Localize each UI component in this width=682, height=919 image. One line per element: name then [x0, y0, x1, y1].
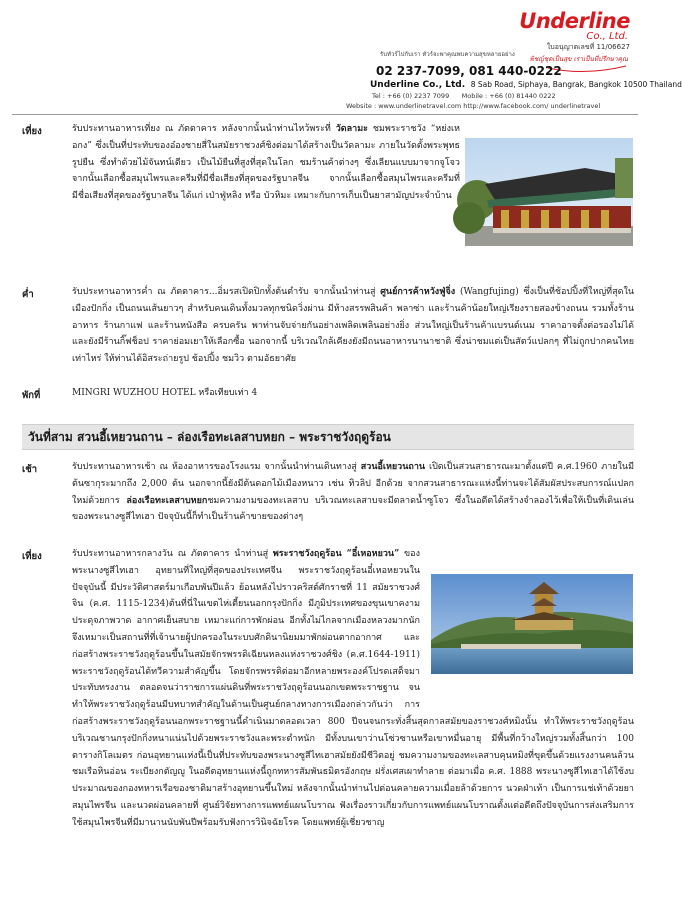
meal-label-lunch-day3: เที่ยง: [22, 551, 42, 562]
company-address-line: [370, 80, 682, 90]
header-divider: [12, 114, 638, 115]
day3-title: วันที่สาม สวนอี้เหยวนถาน – ล่องเรือทะเลสาบหยก – พระราชวังฤดูร้อน: [28, 430, 391, 444]
photo-text-wrap-spacer: [426, 570, 634, 706]
company-address: 8 Sab Road, Siphaya, Bangrak, Bangkok 10500 Thailand: [470, 80, 682, 89]
wangfujing-name: ศูนย์การค้าหวังฟู่จิ่ง: [380, 287, 456, 297]
meal-label-lunch: เที่ยง: [22, 126, 42, 137]
jade-lake-cruise-name: ล่องเรือทะเลสาบหยก: [126, 495, 208, 506]
meal-label-breakfast: เช้า: [22, 464, 38, 475]
stay-label: พักที่: [22, 390, 41, 401]
contact-line: [372, 92, 556, 100]
day3-breakfast-description: รับประทานอาหารเช้า ณ ห้องอาหารของโรงแรม จากนั้นนำท่านเดินทางสู่ สวนอี้เหยวนถาน เปิดเป็นสวนสาธารณะมาตั้งแต่ปี ค.ศ.1960 ภายในมีต้นซากุระมากถึง 2,000 ต้น นอกจากนี้ยังมีต้นดอกไม้เมืองหนาว เช่น ทิวลิป อีกด้วย จากสวนสาธารณะแห่งนี้ท่านจะได้สัมผัสประสบการณ์แปลกใหม่ด้วยการ ล่องเรือทะเลสาบหยกชมความงามของทะเลสาบ บริเวณทะเลสาบจะมีตลาดน้ำซูโจว ซึ่งในอดีตได้สร้างจำลองไว้เพื่อให้เป็นที่เดินเล่นของพระนางซูสีไทเฮา ปัจจุบันนี้ก็ทำเป็นร้านค้าขายของต่างๆ: [72, 462, 635, 523]
logo-wordmark: Underline: [519, 9, 630, 33]
day3-lunch-description: รับประทานอาหารกลางวัน ณ ภัตตาคาร นำท่านสู่ พระราชวังฤดูร้อน “อี๋เหอหยวน” ของพระนางซูสีไทเฮา อุทยานที่ใหญ่ที่สุดของประเทศจีน พระราชวังฤดูร้อนอี๋เหอหยวนในปัจจุบันนี้ มีประวัติศาสตร์มาเกือบพันปีแล้ว ย้อนหลังไปราวคริสต์ศักราชที่ 11 สมัยราชวงศ์จิน (ค.ศ. 1115-1234)ต้นที่นี่ในเขตไห่เตี้ยนนอกกรุงปักกิ่ง มีภูมิประเทศของขุนเขาคงาม ประดุจภาพวาด อากาศเย็นสบาย เหมาะแก่การพักผ่อน อีกทั้งไม่ไกลจากเมืองหลวงมากนัก จึงเหมาะเป็นสถานที่ที่เจ้านายผู้ปกครองในระบบศักดินานิยมมาพักผ่อนตากอากาศ และก่อสร้างพระราชวังฤดูร้อนขึ้นในสมัยจักรพรรดิเฉียนหลงแห่งราชวงศ์ชิง (ค.ศ.1644-1911) พระราชวังฤดูร้อนได้ทวีความสำคัญขึ้น โดยจักรพรรดิต่อมาอีกหลายพระองค์โปรดเสด็จมาประทับทรงงาน ตลอดจนว่าราชการแผ่นดินที่พระราชวังฤดูร้อนนอกเขตพระราชฐาน จนทำให้พระราชวังฤดูร้อนมีบทบาทสำคัญในด้านเป็นศูนย์กลางทางการเมืองกล่าวกันว่า การก่อสร้างพระราชวังฤดูร้อนนอกพระราชฐานนี้ดำเนินมาตลอดเวลา 800 ปีจนจนกระทั่งสิ้นสุดกาลสมัยของราชวงศ์หมิงนั้น ทำให้พระราชวังฤดูร้อนบริเวณชานกรุงปักกิ่งหนาแน่นไปด้วยพระราชวังและพระตำหนัก มีทั้งบนเขาว่านโซ่วซานหรือเขาหมื่นอายุ มีพื้นที่กว้างใหญ่รวมทั้งสิ้นกว่า 100 ตารางกิโลเมตร ก่อนอุทยานแห่งนี้เป็นที่ประทับของพระนางซูสีไทเฮาสมัยยังมีชีวิตอยู่ ชมความงามของทะเลสาบคุนหมิงที่ขุดขึ้นด้วยแรงงานคนล้วน ชมเรือหินอ่อน ระเบียงกตัญญู ในอดีตอุทยานแห่งนี้ถูกทหารสัมพันธมิตรอังกฤษ ฝรั่งเศสเผาทำลาย ต่อมาเมื่อ ค.ศ. 1888 พระนางซูสีไทเฮาได้ใช้งบประมาณของกองทหารเรือของชาติมาสร้างอุทยานขึ้นใหม่ หลังจากนั้นนำท่านไปต่อนคลายความเมื่อยล้าด้วยการ นวดฝ่าเท้า เป็นการแช่เท้าด้วยยาสมุนไพรจีน และนวดผ่อนคลายที่ ศูนย์วิจัยทางการแพทย์แผนโบราณ ฟังเรื่องราวเกี่ยวกับการแพทย์แผนโบราณตั้งแต่อดีตถึงปัจจุบันการส่งเสริมการใช้สมุนไพรจีนที่มีมานานนับพันปีพร้อมรับฟังการวินิจฉัยโรค โดยแพทย์ผู้เชี่ยวชาญ: [72, 549, 634, 828]
tagline-text: พิชญ์ชุดเป็นสุข เราเป็นที่ปรึกษาคุณ: [529, 55, 628, 63]
slogan-text: รับทัวร์ไปกับเรา ทัวร์จะพาคุณพบความสุขหลายอย่าง: [380, 51, 515, 58]
yuyuantan-park-name: สวนอี้เหยวนถาน: [360, 462, 426, 472]
company-name: Underline Co., Ltd.: [370, 80, 466, 90]
website-line[interactable]: Website : www.underlinetravel.com http://www.facebook.com/ underlinetravel: [346, 102, 601, 110]
lama-temple-name: วัดลามะ: [335, 124, 368, 134]
lama-temple-photo: [465, 138, 633, 246]
summer-palace-name: พระราชวังฤดูร้อน “อี๋เหอหยวน”: [272, 549, 400, 559]
phone-numbers: 02 237-7099, 081 440-0222: [376, 64, 562, 78]
day2-dinner-description: รับประทานอาหารค่ำ ณ ภัตตาคาร...อิ่มรสเปิดปิกทั้งต้นตำรับ จากนั้นนำท่านสู่ ศูนย์การค้าหวังฟู่จิ่ง (Wangfujing) ซึ่งเป็นที่ช้อปปิ้งที่ใหญ่ที่สุดในเมืองปักกิ่ง เป็นถนนเส้นยาวๆ สำหรับคนเดินทั้งมวลทุกชนิดวิ่งผ่าน มีห้างสรรพสินค้า พลาซ่า และร้านค้าน้อยใหญ่เรียงรายสองข้างถนน รวมทั้งร้านอาหาร ร้านกาแฟ และร้านหนังสือ ครบครัน พาท่านจับจ่ายกันอย่างเพลิดเพลินอย่างยิ่ง ส่วนใหญ่เป็นร้านค้าแบรนด์เนม ราคาอาจตั้งต่อรองไม่ได้ และยังมีร้านกิ๊ฟช็อป ราคาย่อมเยาให้เลือกซื้อ นอกจากนี้ บริเวณใกล้เคียงยังมีถนนอาหารนานาชาติ ซึ่งน่าชมแต่เป็นสัตว์แปลกๆ ที่ไม่ถูกปากคนไทยเท่าไหร่ ให้ท่านได้อิสระถ่ายรูป ช้อปปิ้ง ชมวิว ตามอัธยาศัย: [72, 287, 634, 365]
day3-heading-bar: [22, 424, 634, 450]
meal-label-dinner: ค่ำ: [22, 289, 34, 300]
mobile-number: Mobile : +66 (0) 81440 0222: [461, 92, 556, 100]
tel-number: Tel : +66 (0) 2237 7099: [372, 92, 450, 100]
hotel-name: MINGRI WUZHOU HOTEL หรือเทียบเท่า 4: [72, 388, 258, 398]
logo-subtitle: Co., Ltd.: [586, 31, 628, 42]
license-number: ใบอนุญาตเลขที่ 11/06627: [546, 43, 630, 51]
company-logo: [500, 10, 630, 42]
day2-lunch-description: รับประทานอาหารเที่ยง ณ ภัตตาคาร หลังจากนั้นนำท่านไหว้พระที่ วัดลามะ ชมพระราชวัง “หย่งเหอกง” ซึ่งเป็นที่ประทับของอ๋องชายสี่ในสมัยราชวงศ์ชิงต่อมาได้สร้างเป็นวัดลามะ ภายในวัดตั้งพระพุทธรูปยืน ซึ่งทำด้วยไม้จันทน์เดียว เป็นไม้ยืนที่สูงที่สุดในโลก ชมร้านค้าต่างๆ ซึ่งเลียนแบบมาจากจูโจว จากนั้นเลือกซื้อสมุนไพรและครีมที่มีชื่อเสียงที่สุดของรัฐบาลจีน จากนั้นเลือกซื้อสมุนไพรและครีมที่มีชื่อเสียงที่สุดของรัฐบาลจีน ได้แก่ เป่าฟู่หลิง หรือ บัวหิมะ เหมาะกับการเก็บเป็นยาสามัญประจำบ้าน: [72, 124, 460, 202]
